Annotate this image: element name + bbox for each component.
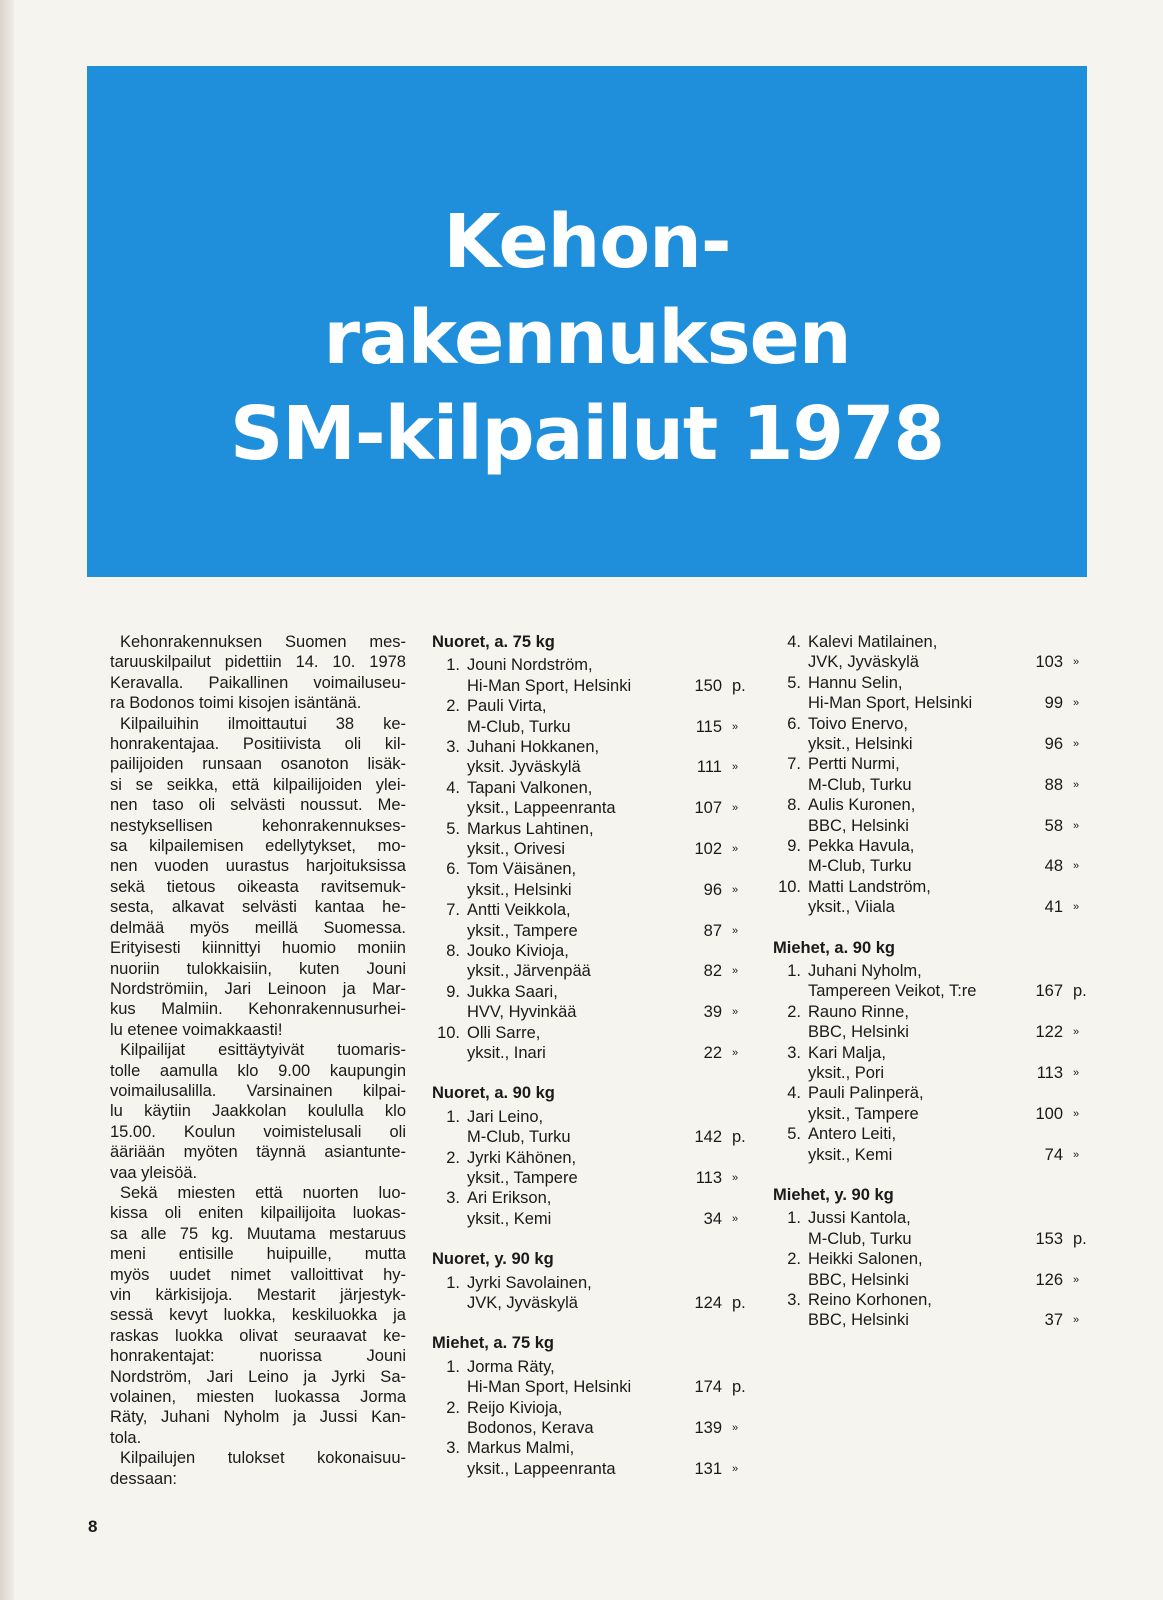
club: yksit., Tampere — [467, 921, 578, 940]
club: M-Club, Turku — [808, 1229, 912, 1248]
results-section — [432, 1083, 752, 1229]
text-line: dessaan: — [110, 1469, 177, 1488]
points: 167 — [1035, 982, 1063, 1001]
page-spine — [0, 0, 14, 1600]
points-unit: » — [1073, 1314, 1080, 1327]
text-line: Kehonrakennuksen Suomen mes- — [120, 633, 406, 651]
points-unit: p. — [732, 1293, 746, 1312]
results-section — [773, 1185, 1093, 1331]
rank: 1. — [446, 1107, 460, 1126]
results-section — [432, 1249, 752, 1313]
rank: 1. — [446, 656, 460, 675]
competitor-name: Pauli Palinperä, — [808, 1084, 924, 1103]
points: 34 — [703, 1209, 722, 1228]
rank: 10. — [437, 1023, 460, 1042]
rank: 6. — [446, 860, 460, 879]
result-entry — [773, 877, 1093, 918]
points: 139 — [694, 1418, 722, 1437]
result-entry — [432, 941, 752, 982]
section-heading: Miehet, y. 90 kg — [773, 1185, 894, 1204]
points: 39 — [703, 1003, 722, 1022]
points-unit: » — [732, 965, 739, 978]
rank: 3. — [446, 738, 460, 756]
result-entry — [773, 1249, 1093, 1290]
title-line: Kehon- — [443, 199, 731, 285]
club: yksit., Orivesi — [467, 839, 566, 858]
section-heading: Nuoret, a. 75 kg — [432, 633, 555, 651]
competitor-name: Reino Korhonen, — [808, 1290, 932, 1309]
points: 150 — [694, 676, 722, 695]
rank: 4. — [446, 778, 460, 797]
rank: 9. — [787, 836, 801, 855]
club: yksit., Tampere — [808, 1104, 919, 1123]
rank: 5. — [787, 1125, 801, 1144]
points-unit: » — [732, 1212, 739, 1225]
points-unit: » — [732, 924, 739, 937]
rank: 7. — [787, 755, 801, 774]
result-entry — [432, 1438, 752, 1479]
result-entry — [432, 737, 752, 778]
competitor-name: Aulis Kuronen, — [808, 796, 916, 815]
rank: 2. — [446, 1148, 460, 1167]
rank: 3. — [787, 1043, 801, 1062]
paragraph — [110, 1448, 406, 1489]
text-line: vaa yleisöä. — [110, 1163, 198, 1182]
club: M-Club, Turku — [808, 775, 912, 794]
points: 102 — [694, 839, 722, 858]
text-line: Räty, Juhani Nyholm ja Jussi Kan- — [110, 1408, 406, 1427]
club: Bodonos, Kerava — [467, 1418, 594, 1437]
rank: 2. — [446, 1398, 460, 1417]
result-entry — [773, 1124, 1093, 1165]
section-heading: Miehet, a. 75 kg — [432, 1334, 554, 1353]
result-entry — [773, 1083, 1093, 1124]
points: 122 — [1035, 1023, 1063, 1042]
result-entry — [773, 714, 1093, 755]
paragraph — [110, 1183, 406, 1448]
result-entry — [432, 859, 752, 900]
competitor-name: Jorma Räty, — [467, 1357, 555, 1376]
points-unit: » — [732, 802, 739, 815]
competitor-name: Jouko Kivioja, — [467, 941, 569, 960]
points: 58 — [1044, 816, 1063, 835]
rank: 8. — [446, 941, 460, 960]
result-entry — [432, 1188, 752, 1229]
result-entry — [432, 982, 752, 1023]
text-line: nen taso oli selvästi noussut. Me- — [110, 796, 406, 815]
text-line: Erityisesti kiinnittyi huomio moniin — [110, 939, 406, 958]
points: 96 — [703, 880, 722, 899]
points: 100 — [1035, 1104, 1063, 1123]
points: 96 — [1044, 734, 1063, 753]
points-unit: » — [732, 720, 739, 733]
club: yksit., Tampere — [467, 1168, 578, 1187]
points-unit: » — [1073, 697, 1080, 710]
result-entry — [773, 632, 1093, 673]
text-line: sessä kevyt luokka, keskiluokka ja — [110, 1306, 406, 1325]
rank: 3. — [446, 1189, 460, 1208]
text-line: Kilpailijat esittäytyivät tuomaris- — [120, 1041, 406, 1060]
club: M-Club, Turku — [808, 857, 912, 876]
results-section — [432, 1333, 752, 1479]
result-entry — [432, 655, 752, 696]
club: yksit., Kemi — [808, 1145, 893, 1164]
text-line: nuoriin tulokkaisiin, kuten Jouni — [110, 959, 406, 978]
rank: 9. — [446, 982, 460, 1001]
club: BBC, Helsinki — [808, 1270, 909, 1289]
club: yksit., Viiala — [808, 898, 895, 917]
points-unit: » — [732, 842, 739, 855]
competitor-name: Jyrki Savolainen, — [467, 1273, 592, 1292]
points-unit: » — [1073, 1273, 1080, 1286]
competitor-name: Toivo Enervo, — [808, 714, 908, 733]
competitor-name: Ari Erikson, — [467, 1189, 552, 1208]
club: JVK, Jyväskylä — [467, 1293, 578, 1312]
competitor-name: Kari Malja, — [808, 1043, 886, 1062]
club: yksit., Helsinki — [467, 880, 572, 899]
points-unit: p. — [1073, 982, 1087, 1001]
club: Tampereen Veikot, T:re — [808, 982, 977, 1001]
title-banner — [87, 66, 1087, 577]
rank: 1. — [787, 961, 801, 980]
rank: 3. — [446, 1439, 460, 1458]
competitor-name: Pauli Virta, — [467, 697, 547, 716]
page-number: 8 — [88, 1517, 98, 1536]
text-line: honrakentajaa. Positiivista oli kil- — [110, 735, 406, 754]
result-entry — [432, 1023, 752, 1064]
points-unit: » — [732, 1171, 739, 1184]
points-unit: » — [732, 883, 739, 896]
points: 111 — [696, 758, 722, 777]
text-line: 15.00. Koulun voimistelusali oli — [110, 1122, 406, 1141]
competitor-name: Kalevi Matilainen, — [808, 633, 938, 651]
points-unit: » — [732, 1421, 739, 1434]
rank: 10. — [778, 877, 801, 896]
rank: 1. — [446, 1357, 460, 1376]
competitor-name: Rauno Rinne, — [808, 1002, 909, 1021]
result-entry — [773, 754, 1093, 795]
club: HVV, Hyvinkää — [467, 1003, 577, 1022]
text-line: taruuskilpailut pidettiin 14. 10. 1978 — [110, 653, 406, 672]
competitor-name: Antero Leiti, — [808, 1125, 897, 1144]
paragraph — [110, 1040, 406, 1183]
text-line: sa kilpailemisen edellytykset, mo- — [110, 837, 406, 856]
competitor-name: Pekka Havula, — [808, 836, 915, 855]
text-line: kissa oli eniten kilpailijoita luokas- — [110, 1204, 406, 1223]
points-unit: » — [1073, 1107, 1080, 1120]
text-line: myös uudet nimet valloittivat hy- — [110, 1265, 406, 1284]
points: 124 — [694, 1293, 722, 1312]
rank: 3. — [787, 1290, 801, 1309]
club: yksit., Lappeenranta — [467, 1459, 616, 1478]
points-unit: » — [1073, 656, 1080, 669]
result-entry — [432, 1148, 752, 1189]
section-heading: Miehet, a. 90 kg — [773, 938, 895, 957]
points: 103 — [1035, 653, 1063, 672]
competitor-name: Matti Landström, — [808, 877, 931, 896]
result-entry — [432, 1398, 752, 1439]
club: yksit., Järvenpää — [467, 962, 591, 981]
points: 131 — [694, 1459, 722, 1478]
club: M-Club, Turku — [467, 1128, 571, 1147]
competitor-name: Juhani Nyholm, — [808, 961, 922, 980]
competitor-name: Antti Veikkola, — [467, 901, 571, 920]
results-section — [773, 632, 1093, 918]
points-unit: p. — [1073, 1229, 1087, 1248]
points: 82 — [703, 962, 722, 981]
competitor-name: Markus Malmi, — [467, 1439, 575, 1458]
paragraph — [110, 714, 406, 1041]
text-line: pailijoiden runsaan osanoton lisäk- — [110, 755, 406, 774]
section-heading: Nuoret, a. 90 kg — [432, 1084, 555, 1103]
points: 48 — [1044, 857, 1063, 876]
result-entry — [773, 961, 1093, 1002]
text-line: sa alle 75 kg. Muutama mestaruus — [110, 1224, 406, 1243]
text-line: voimailusalilla. Varsinainen kilpai- — [110, 1081, 406, 1100]
result-entry — [432, 1357, 752, 1398]
text-line: lu etenee voimakkaasti! — [110, 1020, 283, 1039]
result-entry — [773, 1002, 1093, 1043]
club: Hi-Man Sport, Helsinki — [467, 1378, 632, 1397]
text-line: kus Malmiin. Kehonrakennusurhei- — [110, 1000, 406, 1019]
text-line: Kilpailujen tulokset kokonaisuu- — [120, 1449, 406, 1468]
club: BBC, Helsinki — [808, 1023, 909, 1042]
text-line: Keravalla. Paikallinen voimailuseu- — [110, 673, 406, 692]
article-title — [87, 194, 1087, 482]
section-heading: Nuoret, y. 90 kg — [432, 1250, 554, 1269]
competitor-name: Jyrki Kähönen, — [467, 1148, 577, 1167]
club: yksit., Inari — [467, 1043, 546, 1062]
competitor-name: Pertti Nurmi, — [808, 755, 900, 774]
rank: 1. — [787, 1209, 801, 1228]
text-line: ääriään myöten täynnä asiantunte- — [110, 1143, 406, 1162]
title-line: SM-kilpailut 1978 — [229, 391, 944, 477]
club: yksit., Helsinki — [808, 734, 913, 753]
result-entry — [432, 778, 752, 819]
rank: 6. — [787, 714, 801, 733]
result-entry — [773, 795, 1093, 836]
text-line: ra Bodonos toimi kisojen isäntänä. — [110, 694, 362, 713]
points-unit: » — [1073, 1066, 1080, 1079]
points: 153 — [1035, 1229, 1063, 1248]
rank: 2. — [446, 697, 460, 716]
points: 126 — [1035, 1270, 1063, 1289]
text-line: delmää myös meillä Suomessa. — [110, 918, 406, 937]
results-section — [432, 632, 752, 1063]
points: 107 — [694, 799, 722, 818]
points-unit: » — [1073, 860, 1080, 873]
competitor-name: Jukka Saari, — [467, 982, 558, 1001]
points: 74 — [1044, 1145, 1063, 1164]
points: 22 — [703, 1043, 722, 1062]
points: 115 — [695, 717, 722, 736]
rank: 7. — [446, 901, 460, 920]
club: BBC, Helsinki — [808, 816, 909, 835]
club: yksit., Pori — [808, 1063, 885, 1082]
competitor-name: Jouni Nordström, — [467, 656, 593, 675]
result-entry — [773, 1290, 1093, 1331]
result-entry — [432, 1107, 752, 1148]
text-line: meni entisille huipuille, mutta — [110, 1245, 406, 1264]
points: 37 — [1044, 1311, 1063, 1330]
result-entry — [432, 1273, 752, 1314]
text-line: Sekä miesten että nuorten luo- — [120, 1183, 406, 1202]
result-entry — [773, 1208, 1093, 1249]
points-unit: » — [732, 1006, 739, 1019]
points-unit: » — [1073, 737, 1080, 750]
rank: 5. — [787, 673, 801, 692]
title-line: rakennuksen — [323, 295, 851, 381]
text-line: sekä tietous oikeasta ravitsemuk- — [110, 877, 406, 896]
points: 174 — [694, 1378, 722, 1397]
points: 113 — [695, 1168, 722, 1187]
result-entry — [773, 836, 1093, 877]
text-line: tolle aamulla klo 9.00 kaupungin — [110, 1061, 406, 1080]
results-column-right — [773, 632, 1093, 1351]
competitor-name: Hannu Selin, — [808, 673, 903, 692]
club: Hi-Man Sport, Helsinki — [467, 676, 632, 695]
club: M-Club, Turku — [467, 717, 571, 736]
text-line: nen vuoden uurastus harjoituksissa — [110, 857, 406, 876]
text-line: Nordström, Jari Leino ja Jyrki Sa- — [110, 1367, 406, 1386]
competitor-name: Heikki Salonen, — [808, 1250, 923, 1269]
competitor-name: Markus Lahtinen, — [467, 819, 594, 838]
article-body — [110, 632, 406, 1489]
rank: 8. — [787, 796, 801, 815]
points-unit: p. — [732, 1128, 746, 1147]
club: JVK, Jyväskylä — [808, 653, 919, 672]
rank: 2. — [787, 1250, 801, 1269]
points-unit: » — [1073, 901, 1080, 914]
competitor-name: Tapani Valkonen, — [467, 778, 593, 797]
competitor-name: Tom Väisänen, — [467, 860, 577, 879]
competitor-name: Juhani Hokkanen, — [467, 738, 600, 756]
text-line: Kilpailuihin ilmoittautui 38 ke- — [120, 714, 406, 733]
club: yksit. Jyväskylä — [467, 758, 581, 777]
results-section — [773, 938, 1093, 1165]
rank: 4. — [787, 1084, 801, 1103]
competitor-name: Reijo Kivioja, — [467, 1398, 563, 1417]
points: 113 — [1036, 1063, 1063, 1082]
text-line: sesta, alkavat selvästi kantaa he- — [110, 898, 406, 917]
rank: 1. — [446, 1273, 460, 1292]
competitor-name: Olli Sarre, — [467, 1023, 541, 1042]
text-line: lu käytiin Jaakkolan koululla klo — [110, 1102, 406, 1121]
points-unit: » — [732, 1462, 739, 1475]
points-unit: » — [1073, 1026, 1080, 1039]
club: yksit., Kemi — [467, 1209, 552, 1228]
competitor-name: Jussi Kantola, — [808, 1209, 911, 1228]
text-line: volainen, miesten luokassa Jorma — [110, 1388, 406, 1407]
text-line: si se seikka, että kilpailijoiden ylei- — [110, 775, 406, 794]
result-entry — [432, 900, 752, 941]
text-line: tola. — [110, 1428, 142, 1447]
points-unit: » — [1073, 819, 1080, 832]
result-entry — [773, 1043, 1093, 1084]
text-line: raskas luokka olivat seuraavat ke- — [110, 1326, 406, 1345]
text-line: vin kärkisijoja. Mestarit järjestyk- — [110, 1286, 406, 1304]
rank: 5. — [446, 819, 460, 838]
club: Hi-Man Sport, Helsinki — [808, 694, 973, 713]
points-unit: » — [732, 1046, 739, 1059]
points: 41 — [1044, 898, 1063, 917]
club: BBC, Helsinki — [808, 1311, 909, 1330]
points-unit: » — [1073, 1148, 1080, 1161]
points-unit: p. — [732, 1378, 746, 1397]
text-line: nestyksellisen kehonrakennukses- — [110, 816, 406, 835]
points-unit: » — [732, 761, 739, 774]
points: 87 — [703, 921, 722, 940]
paragraph — [110, 632, 406, 714]
result-entry — [773, 673, 1093, 714]
competitor-name: Jari Leino, — [467, 1107, 544, 1126]
result-entry — [432, 819, 752, 860]
points: 142 — [694, 1128, 722, 1147]
result-entry — [432, 696, 752, 737]
points-unit: » — [1073, 778, 1080, 791]
points-unit: p. — [732, 676, 746, 695]
rank: 2. — [787, 1002, 801, 1021]
points: 99 — [1044, 694, 1063, 713]
results-column-middle — [432, 632, 752, 1499]
text-line: honrakentajat: nuorissa Jouni — [110, 1347, 406, 1366]
points: 88 — [1044, 775, 1063, 794]
club: yksit., Lappeenranta — [467, 799, 616, 818]
text-line: Nordströmiin, Jari Leinoon ja Mar- — [110, 979, 406, 998]
rank: 4. — [787, 633, 801, 651]
